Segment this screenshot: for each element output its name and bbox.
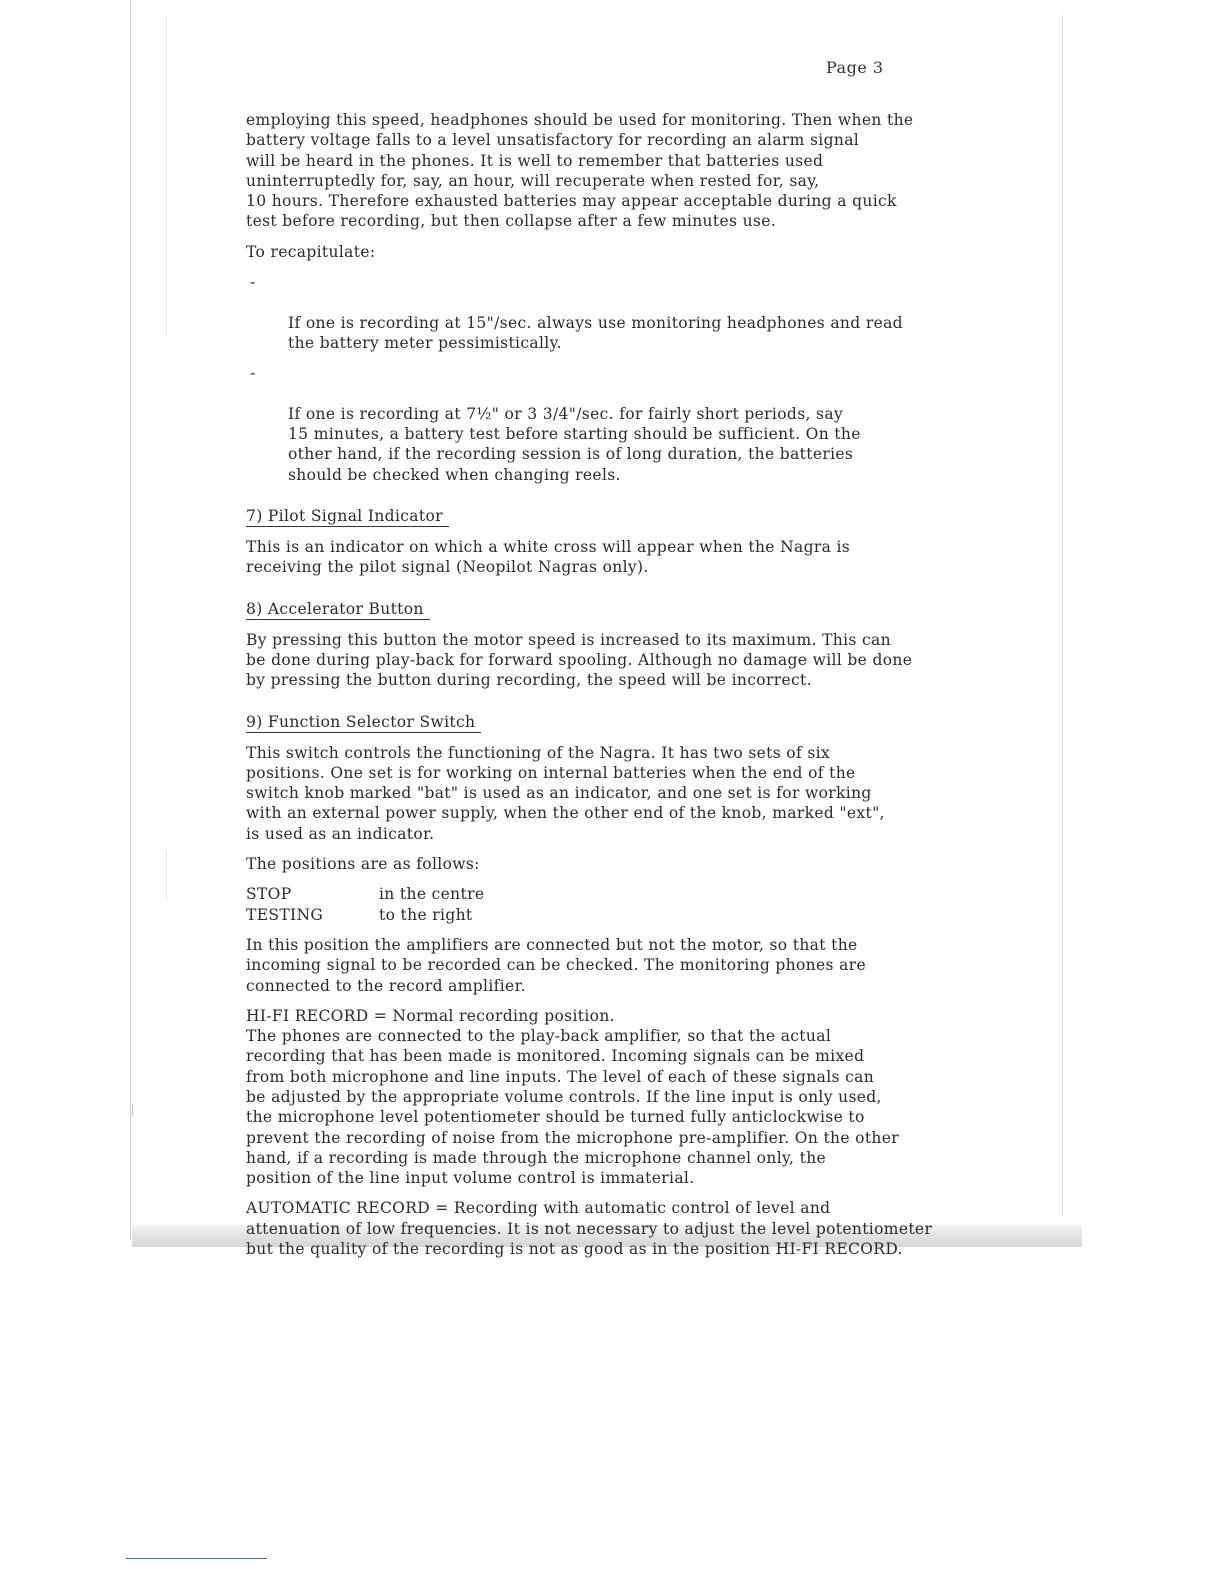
list-item-text: If one is recording at 15"/sec. always use monitoring headphones and read the battery meter pessimistically.	[288, 313, 903, 352]
scan-edge-left	[130, 0, 131, 1240]
function-selector-paragraph: This switch controls the functioning of the Nagra. It has two sets of six positions. One set is for working on internal batteries when the end of the switch knob marked "bat" is used as an indicator, and one set is for working with an external power supply, when the other end of the knob, marked "ext", is used as an indicator.	[246, 743, 885, 843]
position-name: TESTING	[246, 905, 324, 924]
scan-edge-right	[1062, 15, 1063, 1215]
section-heading-function-selector: 9) Function Selector Switch	[246, 713, 481, 733]
recap-label: To recapitulate:	[246, 242, 376, 261]
recap-list	[246, 272, 1006, 485]
scan-edge-mark	[132, 1105, 133, 1117]
positions-list	[246, 884, 1006, 925]
list-item	[246, 272, 1006, 353]
accelerator-paragraph: By pressing this button the motor speed is increased to its maximum. This can be done during play-back for forward spooling. Although no damage will be done by pressing the button during recording, the speed will be incorrect.	[246, 630, 913, 690]
section-heading-accelerator: 8) Accelerator Button	[246, 600, 430, 620]
position-description: in the centre	[379, 885, 485, 904]
position-name: STOP	[246, 885, 292, 904]
list-dash: -	[250, 273, 256, 292]
footer-rule	[126, 1558, 267, 1559]
list-item	[246, 363, 1006, 485]
automatic-record-paragraph: AUTOMATIC RECORD = Recording with automatic control of level and attenuation of low frequencies. It is not necessary to adjust the level potentiometer but the quality of the recording is not as good as in the position HI-FI RECORD.	[246, 1199, 933, 1259]
pilot-signal-paragraph: This is an indicator on which a white cross will appear when the Nagra is receiving the pilot signal (Neopilot Nagras only).	[246, 538, 851, 577]
list-item-text: If one is recording at 7½" or 3 3/4"/sec. for fairly short periods, say 15 minutes, a battery test before starting should be sufficient. On the other hand, if the recording session is of long duration, the batteries should be checked when changing reels.	[288, 404, 861, 484]
position-description: to the right	[379, 905, 473, 924]
section-heading-pilot-signal: 7) Pilot Signal Indicator	[246, 507, 449, 527]
testing-paragraph: In this position the amplifiers are connected but not the motor, so that the incoming signal to be recorded can be checked. The monitoring phones are connected to the record amplifier.	[246, 935, 866, 995]
document-body	[246, 110, 1006, 1269]
positions-intro: The positions are as follows:	[246, 855, 480, 874]
intro-paragraph: employing this speed, headphones should be used for monitoring. Then when the battery voltage falls to a level unsatisfactory for recording an alarm signal will be heard in the phones. It is well to remember that batteries used uninterruptedly for, say, an hour, will recuperate when rested for, say, 10 hours. Therefore exhausted batteries may appear acceptable during a quick test before recording, but then collapse after a few minutes use.	[246, 111, 914, 231]
scan-edge-mark	[166, 850, 167, 900]
hifi-record-paragraph: HI-FI RECORD = Normal recording position. The phones are connected to the play-back amplifier, so that the actual recording that has been made is monitored. Incoming signals can be mixed from both microphone and line inputs. The level of each of these signals can be adjusted by the appropriate volume controls. If the line input is only used, the microphone level potentiometer should be turned fully anticlockwise to prevent the recording of noise from the microphone pre-amplifier. On the other hand, if a recording is made through the microphone channel only, the position of the line input volume control is immaterial.	[246, 1006, 900, 1188]
scan-edge-mark	[166, 15, 167, 335]
page-number: Page 3	[826, 58, 884, 77]
list-dash: -	[250, 364, 256, 383]
position-row	[246, 884, 1006, 904]
position-row	[246, 905, 1006, 925]
